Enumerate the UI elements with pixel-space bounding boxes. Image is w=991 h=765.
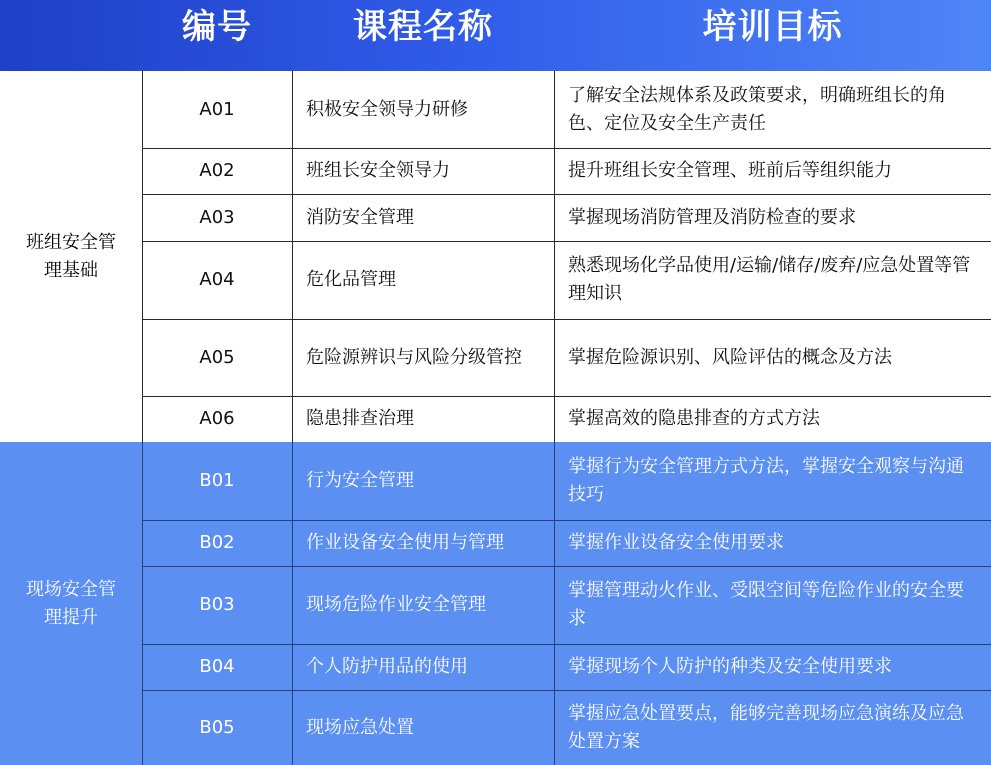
category-cell: [0, 71, 142, 442]
column-divider: [292, 71, 293, 442]
table-row-goal: 掌握高效的隐患排查的方式方法: [568, 408, 820, 429]
table-row-name: 隐患排查治理: [306, 408, 414, 429]
category-cell: [0, 442, 142, 765]
table-row-name: 消防安全管理: [306, 206, 414, 228]
row-divider: [142, 194, 991, 195]
row-divider: [142, 148, 991, 149]
table-row-goal: 掌握作业设备安全使用要求: [568, 532, 784, 553]
column-divider: [142, 71, 143, 442]
table-row-name: 危险源辨识与风险分级管控: [306, 346, 522, 368]
category-label: 现场安全管理提升: [26, 578, 116, 628]
table-row-code: A04: [199, 269, 235, 290]
row-divider: [142, 520, 991, 521]
table-row-name: 现场危险作业安全管理: [306, 594, 486, 615]
table-row-code: B05: [199, 716, 235, 738]
table-row-code: A05: [199, 346, 235, 368]
table-row-name: 积极安全领导力研修: [306, 98, 468, 120]
table-row-goal: 掌握现场个人防护的种类及安全使用要求: [568, 656, 892, 677]
table-row-name: 班组长安全领导力: [306, 160, 450, 181]
column-divider: [292, 442, 293, 765]
column-divider: [142, 442, 143, 765]
column-divider: [554, 71, 555, 442]
table-row-name: 危化品管理: [306, 269, 396, 290]
table-row-goal: 了解安全法规体系及政策要求，明确班组长的角色、定位及安全生产责任: [568, 84, 946, 134]
table-row-goal: 掌握应急处置要点，能够完善现场应急演练及应急处置方案: [568, 702, 964, 752]
table-row-name: 现场应急处置: [306, 716, 414, 738]
table-row-code: A02: [199, 160, 235, 181]
table-row-goal: 掌握行为安全管理方式方法，掌握安全观察与沟通技巧: [568, 456, 964, 505]
row-divider: [142, 241, 991, 242]
table-header: [0, 0, 991, 71]
table-row-name: 行为安全管理: [306, 470, 414, 491]
table-row-code: B02: [199, 532, 235, 553]
header-course-name: 课程名称: [353, 7, 493, 47]
row-divider: [142, 319, 991, 320]
row-divider: [142, 566, 991, 567]
header-code: 编号: [182, 7, 252, 47]
table-row-code: B04: [199, 656, 235, 677]
table-row-name: 个人防护用品的使用: [306, 656, 468, 677]
row-divider: [142, 690, 991, 691]
table-row-goal: 提升班组长安全管理、班前后等组织能力: [568, 160, 892, 181]
table-row-name: 作业设备安全使用与管理: [306, 532, 504, 553]
table-row-goal: 掌握现场消防管理及消防检查的要求: [568, 206, 856, 228]
table-row-code: B01: [199, 470, 235, 491]
table-row-goal: 掌握危险源识别、风险评估的概念及方法: [568, 346, 892, 368]
table-row-code: A06: [199, 408, 235, 429]
row-divider: [142, 644, 991, 645]
header-training-goal: 培训目标: [702, 7, 843, 47]
table-row-goal: 掌握管理动火作业、受限空间等危险作业的安全要求: [568, 580, 964, 629]
table-row-code: A01: [199, 98, 235, 120]
column-divider: [554, 442, 555, 765]
row-divider: [142, 396, 991, 397]
table-row-code: B03: [199, 594, 235, 615]
table-row-code: A03: [199, 206, 235, 228]
category-label: 班组安全管理基础: [26, 231, 116, 281]
table-row-goal: 熟悉现场化学品使用/运输/储存/废弃/应急处置等管理知识: [568, 255, 971, 304]
